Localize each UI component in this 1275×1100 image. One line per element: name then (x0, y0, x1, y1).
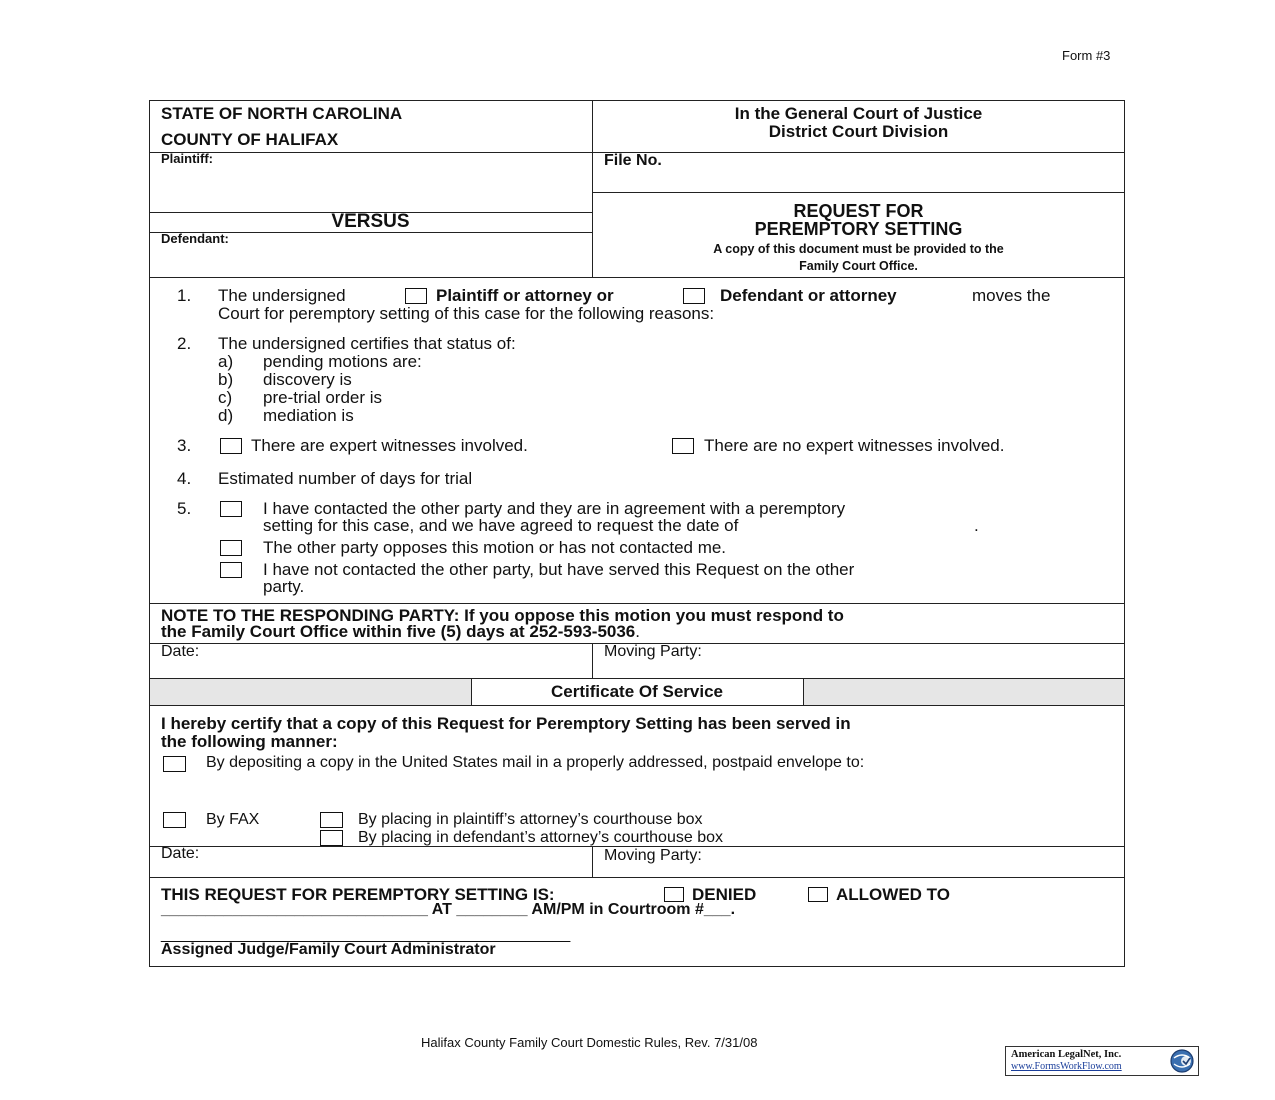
item-2b-letter: b) (218, 370, 234, 389)
file-no-label: File No. (604, 152, 662, 169)
fax-service-label: By FAX (206, 811, 260, 828)
defendant-courthouse-box-label: By placing in defendant’s attorney’s courthouse box (358, 829, 723, 846)
item-1-number: 1. (177, 286, 192, 305)
plaintiff-or-attorney-checkbox[interactable] (405, 288, 427, 304)
agreed-date-line-1: I have contacted the other party and they are in agreement with a peremptory (263, 499, 846, 518)
agreed-date-period: . (974, 516, 979, 535)
pre-trial-order-label: pre-trial order is (263, 388, 383, 407)
not-contacted-checkbox[interactable] (220, 562, 242, 578)
item-1-text-start: The undersigned (218, 286, 346, 305)
denied-label: DENIED (692, 885, 757, 904)
defendant-label: Defendant: (161, 231, 229, 246)
note-line-1: NOTE TO THE RESPONDING PARTY: If you oppose this motion you must respond to (161, 606, 844, 625)
cert-heading-bottom (149, 705, 1125, 706)
court-line-1: In the General Court of Justice (734, 104, 983, 123)
no-expert-witnesses-checkbox[interactable] (672, 438, 694, 454)
cert-divider-right (803, 678, 804, 705)
allowed-label: ALLOWED TO (836, 885, 950, 904)
signer-title: Assigned Judge/Family Court Administrator (161, 941, 496, 958)
date-label-2: Date: (161, 845, 200, 862)
mail-service-checkbox[interactable] (163, 756, 186, 772)
globe-icon (1169, 1048, 1195, 1079)
notice-line-1: A copy of this document must be provided to the (713, 242, 1004, 256)
note-line-2: the Family Court Office within five (5) days at 252-593-5036 (161, 622, 636, 641)
state-name: STATE OF NORTH CAROLINA (161, 104, 403, 123)
county-name: COUNTY OF HALIFAX (161, 130, 339, 149)
agreed-date-line-2: setting for this case, and we have agreed to request the date of (263, 516, 739, 535)
certificate-intro-line-2: the following manner: (161, 732, 338, 751)
caption-bottom-rule (149, 277, 1125, 278)
cert-shade-right (804, 679, 1124, 705)
ruling-lead: THIS REQUEST FOR PEREMPTORY SETTING IS: (161, 885, 555, 904)
defendant-or-attorney-checkbox[interactable] (683, 288, 705, 304)
plaintiff-or-attorney-label: Plaintiff or attorney or (436, 286, 614, 305)
item-1-line-2: Court for peremptory setting of this case for the following reasons: (218, 304, 715, 323)
not-contacted-line-1: I have not contacted the other party, but have served this Request on the other (263, 560, 855, 579)
signature-line: ______________________________________________ (161, 926, 571, 943)
no-expert-witnesses-label: There are no expert witnesses involved. (704, 436, 1005, 455)
date-row-2-divider (592, 846, 593, 877)
note-line-2-end: . (635, 622, 640, 641)
date-row-2-bottom (149, 877, 1125, 878)
plaintiff-courthouse-box-label: By placing in plaintiff’s attorney’s courthouse box (358, 811, 703, 828)
footer-rules: Halifax County Family Court Domestic Rules, Rev. 7/31/08 (421, 1035, 758, 1050)
note-rule-top (149, 603, 1125, 604)
not-contacted-line-2: party. (263, 577, 305, 596)
expert-witnesses-checkbox[interactable] (220, 438, 242, 454)
plaintiff-label: Plaintiff: (161, 151, 213, 166)
estimated-days-label: Estimated number of days for trial (218, 469, 473, 488)
court-line-2: District Court Division (768, 122, 949, 141)
pending-motions-label: pending motions are: (263, 352, 422, 371)
agreed-date-checkbox[interactable] (220, 501, 242, 517)
logo-line-1: American LegalNet, Inc. (1011, 1049, 1122, 1060)
form-title-line-1: REQUEST FOR (793, 201, 924, 221)
allowed-checkbox[interactable] (808, 887, 828, 902)
mediation-label: mediation is (263, 406, 354, 425)
other-party-opposes-label: The other party opposes this motion or has not contacted me. (263, 538, 727, 557)
fax-service-checkbox[interactable] (163, 812, 186, 828)
defendant-or-attorney-label: Defendant or attorney (720, 286, 897, 305)
date-label-1: Date: (161, 643, 200, 660)
certificate-intro-line-1: I hereby certify that a copy of this Request for Peremptory Setting has been served in (161, 714, 851, 733)
certificate-heading: Certificate Of Service (551, 682, 723, 701)
ruling-line-2: ______________________________ AT ________ AM/PM in Courtroom #___. (161, 901, 736, 918)
other-party-opposes-checkbox[interactable] (220, 540, 242, 556)
denied-checkbox[interactable] (664, 887, 684, 902)
item-5-number: 5. (177, 499, 192, 518)
item-2-intro: The undersigned certifies that status of: (218, 334, 516, 353)
item-2-number: 2. (177, 334, 192, 353)
plaintiff-courthouse-box-checkbox[interactable] (320, 812, 343, 828)
mail-service-label: By depositing a copy in the United States mail in a properly addressed, postpaid envelope to: (206, 754, 865, 771)
item-1-moves: moves the (972, 286, 1051, 305)
versus-label: VERSUS (331, 211, 410, 232)
expert-witnesses-label: There are expert witnesses involved. (251, 436, 528, 455)
item-2a-letter: a) (218, 352, 234, 371)
logo-line-2: www.FormsWorkFlow.com (1011, 1061, 1122, 1072)
discovery-label: discovery is (263, 370, 352, 389)
moving-party-label-1: Moving Party: (604, 643, 702, 660)
moving-party-label-2: Moving Party: (604, 847, 702, 864)
notice-line-2: Family Court Office. (799, 259, 918, 273)
defendant-courthouse-box-checkbox[interactable] (320, 830, 343, 846)
item-4-number: 4. (177, 469, 192, 488)
item-3-number: 3. (177, 436, 192, 455)
date-row-1-divider (592, 643, 593, 678)
item-2c-letter: c) (218, 388, 233, 407)
legalnet-logo (1005, 1046, 1199, 1076)
cert-shade-left (150, 679, 471, 705)
file-no-rule (592, 192, 1125, 193)
form-title-line-2: PEREMPTORY SETTING (754, 219, 963, 239)
item-2d-letter: d) (218, 406, 234, 425)
form-number: Form #3 (1062, 48, 1111, 63)
